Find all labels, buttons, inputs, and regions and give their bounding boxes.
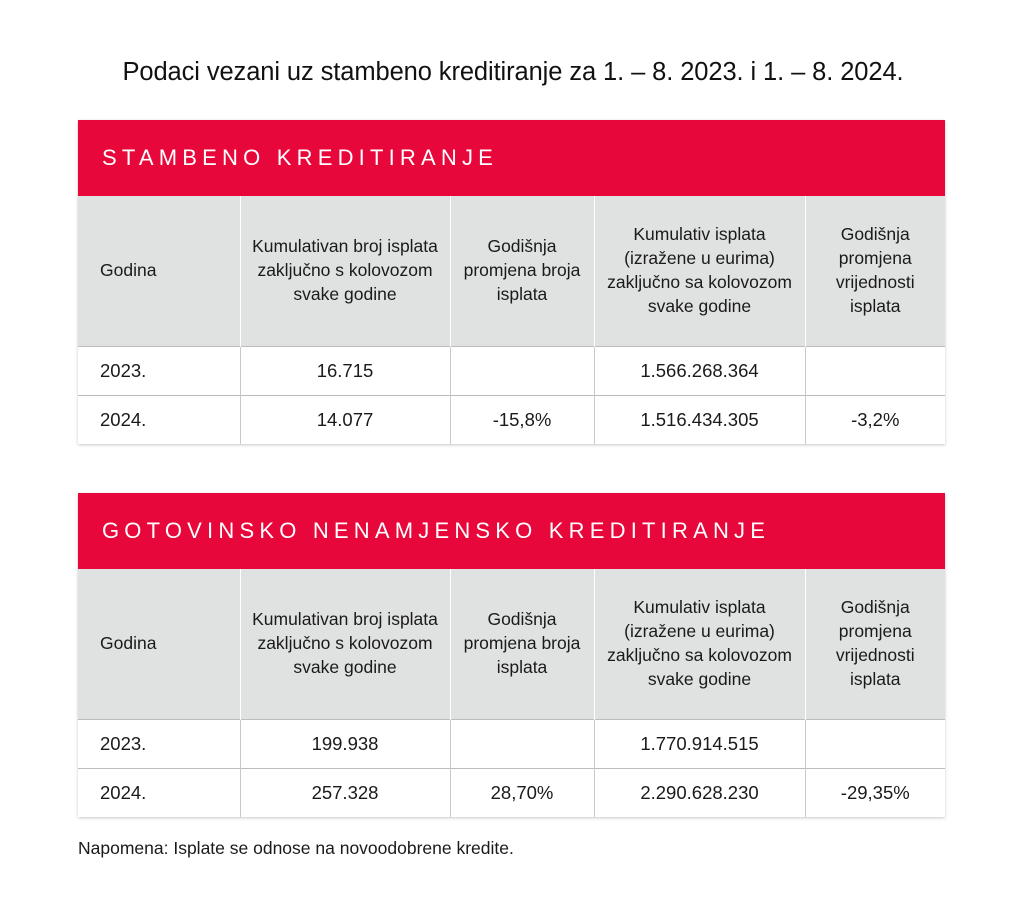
- column-header-kumulativ-isplata: Kumulativ isplata (izražene u eurima) zaključno sa kolovozom svake godine: [594, 196, 805, 346]
- cell-cumulative-value: 1.516.434.305: [594, 395, 805, 444]
- table-header-row: [78, 196, 945, 346]
- table-header-row: [78, 569, 945, 719]
- footnote: Napomena: Isplate se odnose na novoodobrene kredite.: [78, 838, 514, 858]
- column-header-godisnja-promjena-broja: Godišnja promjena broja isplata: [450, 569, 594, 719]
- cell-cumulative-payouts: 257.328: [240, 768, 450, 817]
- cell-cumulative-value: 2.290.628.230: [594, 768, 805, 817]
- column-header-kumulativan-broj-isplata: Kumulativan broj isplata zaključno s kolovozom svake godine: [240, 196, 450, 346]
- table-band-stambeno: [78, 120, 945, 196]
- table-row: [78, 395, 945, 444]
- table-row: [78, 719, 945, 768]
- cell-cumulative-payouts: 14.077: [240, 395, 450, 444]
- cell-cumulative-value: 1.770.914.515: [594, 719, 805, 768]
- cell-year: 2024.: [78, 768, 240, 817]
- cell-annual-change-value: [805, 719, 945, 768]
- table-gotovinsko: [78, 569, 945, 817]
- table-band-gotovinsko: [78, 493, 945, 569]
- cell-cumulative-payouts: 199.938: [240, 719, 450, 768]
- table-block-gotovinsko: [78, 493, 945, 817]
- cell-annual-change-value: -3,2%: [805, 395, 945, 444]
- table-band-title: GOTOVINSKO NENAMJENSKO KREDITIRANJE: [102, 518, 771, 543]
- column-header-godina: Godina: [78, 196, 240, 346]
- page-title: Podaci vezani uz stambeno kreditiranje za 1. – 8. 2023. i 1. – 8. 2024.: [122, 58, 904, 86]
- cell-cumulative-value: 1.566.268.364: [594, 346, 805, 395]
- cell-annual-change-count: [450, 346, 594, 395]
- column-header-godina: Godina: [78, 569, 240, 719]
- cell-annual-change-value: -29,35%: [805, 768, 945, 817]
- cell-cumulative-payouts: 16.715: [240, 346, 450, 395]
- cell-annual-change-count: [450, 719, 594, 768]
- cell-annual-change-count: 28,70%: [450, 768, 594, 817]
- cell-year: 2023.: [78, 719, 240, 768]
- cell-year: 2023.: [78, 346, 240, 395]
- column-header-kumulativ-isplata: Kumulativ isplata (izražene u eurima) zaključno sa kolovozom svake godine: [594, 569, 805, 719]
- table-stambeno: [78, 196, 945, 444]
- cell-year: 2024.: [78, 395, 240, 444]
- column-header-godisnja-promjena-vrijednosti: Godišnja promjena vrijednosti isplata: [805, 196, 945, 346]
- column-header-godisnja-promjena-broja: Godišnja promjena broja isplata: [450, 196, 594, 346]
- cell-annual-change-value: [805, 346, 945, 395]
- cell-annual-change-count: -15,8%: [450, 395, 594, 444]
- table-row: [78, 346, 945, 395]
- table-row: [78, 768, 945, 817]
- table-band-title: STAMBENO KREDITIRANJE: [102, 145, 499, 170]
- column-header-godisnja-promjena-vrijednosti: Godišnja promjena vrijednosti isplata: [805, 569, 945, 719]
- table-block-stambeno: [78, 120, 945, 444]
- column-header-kumulativan-broj-isplata: Kumulativan broj isplata zaključno s kolovozom svake godine: [240, 569, 450, 719]
